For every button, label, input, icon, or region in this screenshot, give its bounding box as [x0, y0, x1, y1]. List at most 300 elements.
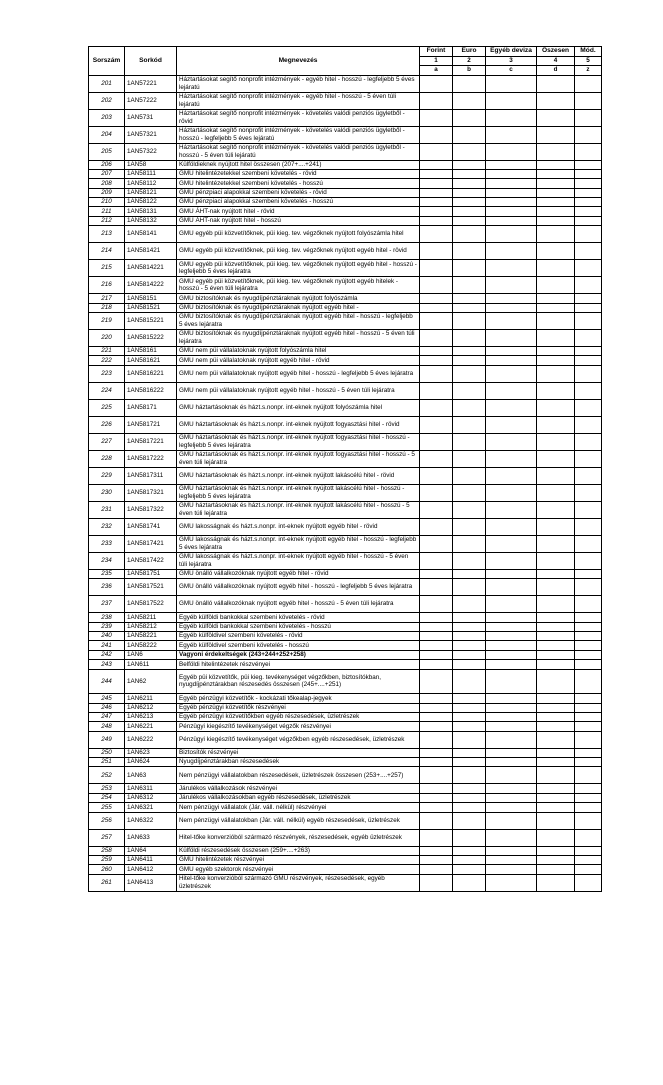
euro-cell[interactable] [453, 660, 486, 669]
euro-cell[interactable] [453, 793, 486, 802]
euro-cell[interactable] [453, 712, 486, 721]
euro-cell[interactable] [453, 313, 486, 330]
euro-cell[interactable] [453, 277, 486, 294]
other-currency-cell[interactable] [486, 812, 537, 829]
total-cell[interactable] [537, 731, 575, 748]
total-cell[interactable] [537, 484, 575, 501]
forint-cell[interactable] [420, 767, 453, 784]
modification-cell[interactable] [575, 198, 602, 207]
total-cell[interactable] [537, 793, 575, 802]
modification-cell[interactable] [575, 484, 602, 501]
total-cell[interactable] [537, 631, 575, 640]
euro-cell[interactable] [453, 731, 486, 748]
modification-cell[interactable] [575, 856, 602, 865]
total-cell[interactable] [537, 467, 575, 484]
total-cell[interactable] [537, 669, 575, 694]
modification-cell[interactable] [575, 660, 602, 669]
other-currency-cell[interactable] [486, 758, 537, 767]
total-cell[interactable] [537, 75, 575, 92]
other-currency-cell[interactable] [486, 846, 537, 855]
other-currency-cell[interactable] [486, 660, 537, 669]
forint-cell[interactable] [420, 748, 453, 757]
other-currency-cell[interactable] [486, 243, 537, 260]
other-currency-cell[interactable] [486, 313, 537, 330]
other-currency-cell[interactable] [486, 260, 537, 277]
modification-cell[interactable] [575, 722, 602, 731]
other-currency-cell[interactable] [486, 784, 537, 793]
other-currency-cell[interactable] [486, 694, 537, 703]
euro-cell[interactable] [453, 484, 486, 501]
modification-cell[interactable] [575, 92, 602, 109]
total-cell[interactable] [537, 569, 575, 578]
modification-cell[interactable] [575, 703, 602, 712]
euro-cell[interactable] [453, 501, 486, 518]
forint-cell[interactable] [420, 856, 453, 865]
forint-cell[interactable] [420, 294, 453, 303]
forint-cell[interactable] [420, 260, 453, 277]
euro-cell[interactable] [453, 399, 486, 416]
forint-cell[interactable] [420, 631, 453, 640]
total-cell[interactable] [537, 748, 575, 757]
forint-cell[interactable] [420, 874, 453, 891]
forint-cell[interactable] [420, 303, 453, 312]
modification-cell[interactable] [575, 622, 602, 631]
euro-cell[interactable] [453, 467, 486, 484]
euro-cell[interactable] [453, 856, 486, 865]
forint-cell[interactable] [420, 501, 453, 518]
modification-cell[interactable] [575, 569, 602, 578]
total-cell[interactable] [537, 330, 575, 347]
total-cell[interactable] [537, 243, 575, 260]
euro-cell[interactable] [453, 294, 486, 303]
modification-cell[interactable] [575, 812, 602, 829]
modification-cell[interactable] [575, 596, 602, 613]
total-cell[interactable] [537, 767, 575, 784]
forint-cell[interactable] [420, 109, 453, 126]
modification-cell[interactable] [575, 169, 602, 178]
total-cell[interactable] [537, 552, 575, 569]
euro-cell[interactable] [453, 109, 486, 126]
forint-cell[interactable] [420, 712, 453, 721]
total-cell[interactable] [537, 829, 575, 846]
total-cell[interactable] [537, 712, 575, 721]
other-currency-cell[interactable] [486, 874, 537, 891]
other-currency-cell[interactable] [486, 198, 537, 207]
other-currency-cell[interactable] [486, 330, 537, 347]
total-cell[interactable] [537, 188, 575, 197]
other-currency-cell[interactable] [486, 613, 537, 622]
modification-cell[interactable] [575, 467, 602, 484]
modification-cell[interactable] [575, 75, 602, 92]
modification-cell[interactable] [575, 535, 602, 552]
modification-cell[interactable] [575, 694, 602, 703]
modification-cell[interactable] [575, 243, 602, 260]
total-cell[interactable] [537, 450, 575, 467]
euro-cell[interactable] [453, 160, 486, 169]
other-currency-cell[interactable] [486, 856, 537, 865]
other-currency-cell[interactable] [486, 484, 537, 501]
total-cell[interactable] [537, 622, 575, 631]
other-currency-cell[interactable] [486, 518, 537, 535]
forint-cell[interactable] [420, 552, 453, 569]
total-cell[interactable] [537, 143, 575, 160]
forint-cell[interactable] [420, 143, 453, 160]
total-cell[interactable] [537, 399, 575, 416]
total-cell[interactable] [537, 535, 575, 552]
total-cell[interactable] [537, 613, 575, 622]
other-currency-cell[interactable] [486, 207, 537, 216]
total-cell[interactable] [537, 518, 575, 535]
modification-cell[interactable] [575, 865, 602, 874]
total-cell[interactable] [537, 784, 575, 793]
modification-cell[interactable] [575, 433, 602, 450]
euro-cell[interactable] [453, 669, 486, 694]
other-currency-cell[interactable] [486, 433, 537, 450]
euro-cell[interactable] [453, 650, 486, 659]
forint-cell[interactable] [420, 179, 453, 188]
forint-cell[interactable] [420, 207, 453, 216]
euro-cell[interactable] [453, 75, 486, 92]
euro-cell[interactable] [453, 812, 486, 829]
modification-cell[interactable] [575, 731, 602, 748]
euro-cell[interactable] [453, 552, 486, 569]
other-currency-cell[interactable] [486, 641, 537, 650]
modification-cell[interactable] [575, 767, 602, 784]
total-cell[interactable] [537, 433, 575, 450]
modification-cell[interactable] [575, 784, 602, 793]
total-cell[interactable] [537, 596, 575, 613]
euro-cell[interactable] [453, 179, 486, 188]
modification-cell[interactable] [575, 631, 602, 640]
modification-cell[interactable] [575, 260, 602, 277]
other-currency-cell[interactable] [486, 109, 537, 126]
euro-cell[interactable] [453, 748, 486, 757]
forint-cell[interactable] [420, 596, 453, 613]
euro-cell[interactable] [453, 330, 486, 347]
modification-cell[interactable] [575, 365, 602, 382]
forint-cell[interactable] [420, 75, 453, 92]
euro-cell[interactable] [453, 518, 486, 535]
other-currency-cell[interactable] [486, 552, 537, 569]
other-currency-cell[interactable] [486, 356, 537, 365]
forint-cell[interactable] [420, 433, 453, 450]
euro-cell[interactable] [453, 579, 486, 596]
other-currency-cell[interactable] [486, 803, 537, 812]
total-cell[interactable] [537, 660, 575, 669]
forint-cell[interactable] [420, 803, 453, 812]
modification-cell[interactable] [575, 518, 602, 535]
modification-cell[interactable] [575, 226, 602, 243]
forint-cell[interactable] [420, 535, 453, 552]
modification-cell[interactable] [575, 382, 602, 399]
total-cell[interactable] [537, 169, 575, 178]
euro-cell[interactable] [453, 703, 486, 712]
modification-cell[interactable] [575, 179, 602, 188]
other-currency-cell[interactable] [486, 399, 537, 416]
modification-cell[interactable] [575, 552, 602, 569]
forint-cell[interactable] [420, 650, 453, 659]
other-currency-cell[interactable] [486, 126, 537, 143]
euro-cell[interactable] [453, 143, 486, 160]
euro-cell[interactable] [453, 874, 486, 891]
other-currency-cell[interactable] [486, 793, 537, 802]
forint-cell[interactable] [420, 846, 453, 855]
total-cell[interactable] [537, 812, 575, 829]
modification-cell[interactable] [575, 846, 602, 855]
other-currency-cell[interactable] [486, 92, 537, 109]
forint-cell[interactable] [420, 356, 453, 365]
modification-cell[interactable] [575, 641, 602, 650]
modification-cell[interactable] [575, 330, 602, 347]
other-currency-cell[interactable] [486, 631, 537, 640]
other-currency-cell[interactable] [486, 579, 537, 596]
euro-cell[interactable] [453, 243, 486, 260]
euro-cell[interactable] [453, 226, 486, 243]
total-cell[interactable] [537, 294, 575, 303]
total-cell[interactable] [537, 846, 575, 855]
forint-cell[interactable] [420, 694, 453, 703]
euro-cell[interactable] [453, 613, 486, 622]
euro-cell[interactable] [453, 382, 486, 399]
euro-cell[interactable] [453, 829, 486, 846]
forint-cell[interactable] [420, 703, 453, 712]
total-cell[interactable] [537, 650, 575, 659]
forint-cell[interactable] [420, 793, 453, 802]
modification-cell[interactable] [575, 188, 602, 197]
modification-cell[interactable] [575, 803, 602, 812]
forint-cell[interactable] [420, 277, 453, 294]
forint-cell[interactable] [420, 784, 453, 793]
modification-cell[interactable] [575, 109, 602, 126]
total-cell[interactable] [537, 865, 575, 874]
total-cell[interactable] [537, 216, 575, 225]
other-currency-cell[interactable] [486, 596, 537, 613]
other-currency-cell[interactable] [486, 731, 537, 748]
total-cell[interactable] [537, 126, 575, 143]
modification-cell[interactable] [575, 669, 602, 694]
other-currency-cell[interactable] [486, 467, 537, 484]
modification-cell[interactable] [575, 126, 602, 143]
modification-cell[interactable] [575, 829, 602, 846]
euro-cell[interactable] [453, 126, 486, 143]
total-cell[interactable] [537, 365, 575, 382]
total-cell[interactable] [537, 179, 575, 188]
forint-cell[interactable] [420, 347, 453, 356]
modification-cell[interactable] [575, 277, 602, 294]
modification-cell[interactable] [575, 793, 602, 802]
modification-cell[interactable] [575, 303, 602, 312]
euro-cell[interactable] [453, 758, 486, 767]
other-currency-cell[interactable] [486, 143, 537, 160]
other-currency-cell[interactable] [486, 501, 537, 518]
total-cell[interactable] [537, 260, 575, 277]
total-cell[interactable] [537, 579, 575, 596]
forint-cell[interactable] [420, 226, 453, 243]
modification-cell[interactable] [575, 748, 602, 757]
forint-cell[interactable] [420, 160, 453, 169]
euro-cell[interactable] [453, 188, 486, 197]
other-currency-cell[interactable] [486, 179, 537, 188]
forint-cell[interactable] [420, 126, 453, 143]
euro-cell[interactable] [453, 641, 486, 650]
other-currency-cell[interactable] [486, 365, 537, 382]
total-cell[interactable] [537, 416, 575, 433]
other-currency-cell[interactable] [486, 712, 537, 721]
other-currency-cell[interactable] [486, 829, 537, 846]
euro-cell[interactable] [453, 784, 486, 793]
forint-cell[interactable] [420, 198, 453, 207]
total-cell[interactable] [537, 277, 575, 294]
other-currency-cell[interactable] [486, 535, 537, 552]
forint-cell[interactable] [420, 518, 453, 535]
euro-cell[interactable] [453, 260, 486, 277]
euro-cell[interactable] [453, 198, 486, 207]
euro-cell[interactable] [453, 365, 486, 382]
other-currency-cell[interactable] [486, 748, 537, 757]
total-cell[interactable] [537, 303, 575, 312]
forint-cell[interactable] [420, 758, 453, 767]
modification-cell[interactable] [575, 356, 602, 365]
euro-cell[interactable] [453, 767, 486, 784]
total-cell[interactable] [537, 803, 575, 812]
modification-cell[interactable] [575, 758, 602, 767]
euro-cell[interactable] [453, 722, 486, 731]
modification-cell[interactable] [575, 712, 602, 721]
total-cell[interactable] [537, 347, 575, 356]
other-currency-cell[interactable] [486, 569, 537, 578]
other-currency-cell[interactable] [486, 865, 537, 874]
euro-cell[interactable] [453, 450, 486, 467]
modification-cell[interactable] [575, 650, 602, 659]
total-cell[interactable] [537, 356, 575, 365]
total-cell[interactable] [537, 758, 575, 767]
other-currency-cell[interactable] [486, 347, 537, 356]
other-currency-cell[interactable] [486, 303, 537, 312]
total-cell[interactable] [537, 694, 575, 703]
total-cell[interactable] [537, 722, 575, 731]
euro-cell[interactable] [453, 433, 486, 450]
modification-cell[interactable] [575, 143, 602, 160]
other-currency-cell[interactable] [486, 650, 537, 659]
forint-cell[interactable] [420, 641, 453, 650]
forint-cell[interactable] [420, 669, 453, 694]
other-currency-cell[interactable] [486, 767, 537, 784]
forint-cell[interactable] [420, 450, 453, 467]
euro-cell[interactable] [453, 803, 486, 812]
modification-cell[interactable] [575, 207, 602, 216]
other-currency-cell[interactable] [486, 216, 537, 225]
modification-cell[interactable] [575, 160, 602, 169]
modification-cell[interactable] [575, 501, 602, 518]
forint-cell[interactable] [420, 399, 453, 416]
euro-cell[interactable] [453, 846, 486, 855]
forint-cell[interactable] [420, 865, 453, 874]
other-currency-cell[interactable] [486, 169, 537, 178]
other-currency-cell[interactable] [486, 703, 537, 712]
euro-cell[interactable] [453, 356, 486, 365]
forint-cell[interactable] [420, 622, 453, 631]
other-currency-cell[interactable] [486, 622, 537, 631]
total-cell[interactable] [537, 703, 575, 712]
forint-cell[interactable] [420, 579, 453, 596]
forint-cell[interactable] [420, 722, 453, 731]
forint-cell[interactable] [420, 216, 453, 225]
other-currency-cell[interactable] [486, 450, 537, 467]
forint-cell[interactable] [420, 416, 453, 433]
forint-cell[interactable] [420, 467, 453, 484]
euro-cell[interactable] [453, 303, 486, 312]
euro-cell[interactable] [453, 622, 486, 631]
euro-cell[interactable] [453, 416, 486, 433]
total-cell[interactable] [537, 207, 575, 216]
other-currency-cell[interactable] [486, 294, 537, 303]
other-currency-cell[interactable] [486, 382, 537, 399]
other-currency-cell[interactable] [486, 277, 537, 294]
modification-cell[interactable] [575, 216, 602, 225]
euro-cell[interactable] [453, 596, 486, 613]
total-cell[interactable] [537, 501, 575, 518]
modification-cell[interactable] [575, 579, 602, 596]
euro-cell[interactable] [453, 631, 486, 640]
forint-cell[interactable] [420, 829, 453, 846]
forint-cell[interactable] [420, 365, 453, 382]
other-currency-cell[interactable] [486, 75, 537, 92]
total-cell[interactable] [537, 874, 575, 891]
forint-cell[interactable] [420, 569, 453, 578]
forint-cell[interactable] [420, 243, 453, 260]
other-currency-cell[interactable] [486, 416, 537, 433]
forint-cell[interactable] [420, 484, 453, 501]
modification-cell[interactable] [575, 313, 602, 330]
forint-cell[interactable] [420, 330, 453, 347]
euro-cell[interactable] [453, 865, 486, 874]
forint-cell[interactable] [420, 92, 453, 109]
total-cell[interactable] [537, 856, 575, 865]
total-cell[interactable] [537, 92, 575, 109]
modification-cell[interactable] [575, 347, 602, 356]
forint-cell[interactable] [420, 169, 453, 178]
euro-cell[interactable] [453, 347, 486, 356]
modification-cell[interactable] [575, 294, 602, 303]
modification-cell[interactable] [575, 399, 602, 416]
modification-cell[interactable] [575, 613, 602, 622]
euro-cell[interactable] [453, 92, 486, 109]
forint-cell[interactable] [420, 660, 453, 669]
euro-cell[interactable] [453, 216, 486, 225]
modification-cell[interactable] [575, 450, 602, 467]
other-currency-cell[interactable] [486, 188, 537, 197]
forint-cell[interactable] [420, 313, 453, 330]
forint-cell[interactable] [420, 731, 453, 748]
total-cell[interactable] [537, 160, 575, 169]
other-currency-cell[interactable] [486, 722, 537, 731]
forint-cell[interactable] [420, 812, 453, 829]
total-cell[interactable] [537, 198, 575, 207]
total-cell[interactable] [537, 641, 575, 650]
total-cell[interactable] [537, 226, 575, 243]
forint-cell[interactable] [420, 613, 453, 622]
forint-cell[interactable] [420, 382, 453, 399]
total-cell[interactable] [537, 313, 575, 330]
total-cell[interactable] [537, 109, 575, 126]
other-currency-cell[interactable] [486, 669, 537, 694]
forint-cell[interactable] [420, 188, 453, 197]
euro-cell[interactable] [453, 535, 486, 552]
other-currency-cell[interactable] [486, 226, 537, 243]
modification-cell[interactable] [575, 416, 602, 433]
euro-cell[interactable] [453, 569, 486, 578]
euro-cell[interactable] [453, 169, 486, 178]
